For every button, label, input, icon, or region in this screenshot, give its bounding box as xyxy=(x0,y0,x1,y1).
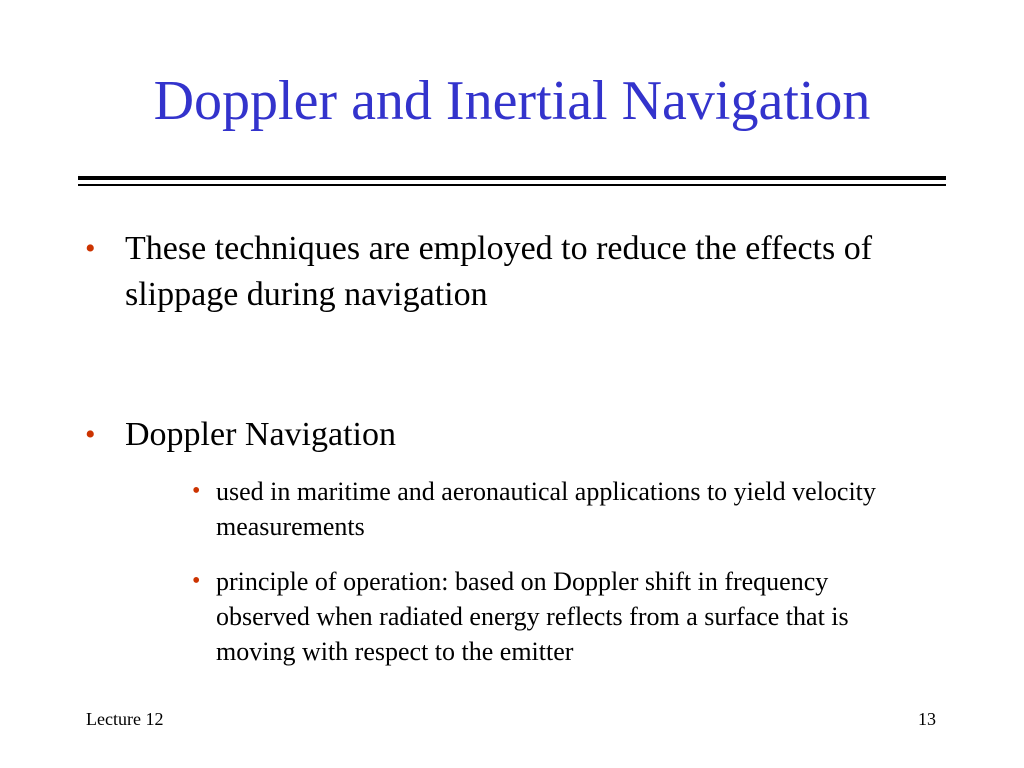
sub-bullet-marker: • xyxy=(192,478,201,504)
bullet-item xyxy=(85,412,905,458)
title-underline-thin xyxy=(78,184,946,186)
sub-bullet-item xyxy=(192,474,912,544)
slide-title: Doppler and Inertial Navigation xyxy=(153,70,871,132)
footer-lecture-label: Lecture 12 xyxy=(86,709,164,729)
sub-bullet-item xyxy=(192,564,912,669)
sub-bullet-text: principle of operation: based on Doppler shift in frequency observed when radiated energy reflects from a surface that is moving with respect to the emitter xyxy=(216,567,849,666)
bullet-text: These techniques are employed to reduce the effects of slippage during navigation xyxy=(125,230,873,313)
footer-page-number: 13 xyxy=(918,709,936,729)
bullet-marker: • xyxy=(85,232,96,265)
sub-bullet-text: used in maritime and aeronautical applications to yield velocity measurements xyxy=(216,477,876,541)
title-underline-thick xyxy=(78,176,946,180)
bullet-text: Doppler Navigation xyxy=(125,416,396,453)
bullet-item xyxy=(85,226,905,318)
bullet-marker: • xyxy=(85,418,96,451)
sub-bullet-marker: • xyxy=(192,568,201,594)
